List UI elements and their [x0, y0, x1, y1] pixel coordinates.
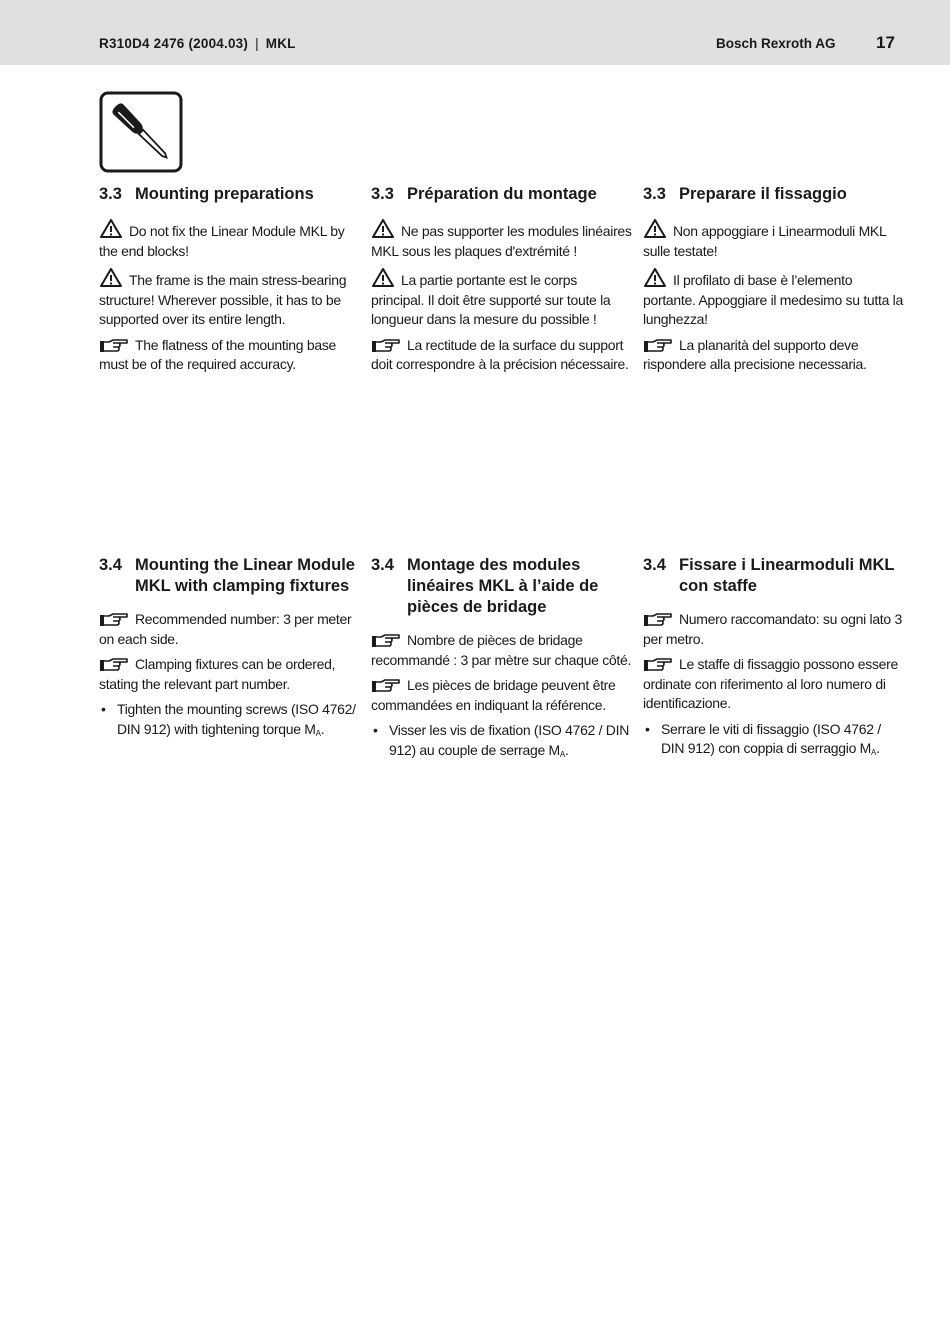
section-heading	[99, 184, 361, 205]
section-title: Préparation du montage	[407, 185, 597, 203]
section-number: 3.4	[643, 556, 666, 574]
note-paragraph	[99, 655, 361, 694]
bullet: •	[101, 701, 106, 717]
section-title: Mounting preparations	[135, 185, 314, 203]
section-3-4-fr	[371, 555, 633, 764]
note-text: Nombre de pièces de bridage recommandé : 3 par mètre sur chaque côté.	[371, 632, 632, 668]
subscript: A	[315, 728, 321, 738]
section-3-3-it	[643, 184, 905, 381]
instruction-text: Visser les vis de fixation (ISO 4762 / DIN 912) au couple de serrage M	[389, 722, 630, 758]
instruction-list	[371, 721, 633, 764]
pointing-hand-icon	[643, 613, 673, 627]
note-paragraph	[99, 610, 361, 649]
page-number: 17	[876, 33, 895, 52]
document-id	[99, 36, 296, 51]
warning-paragraph	[99, 218, 361, 261]
note-text: Le staffe di fissaggio possono essere ordinate con riferimento al loro numero di identificazione.	[643, 656, 899, 711]
section-3-3-en	[99, 184, 361, 381]
note-paragraph	[643, 655, 905, 714]
warning-triangle-icon	[371, 267, 395, 288]
list-item	[371, 721, 633, 764]
period: .	[564, 741, 569, 758]
note-paragraph	[371, 336, 633, 375]
pointing-hand-icon	[371, 339, 401, 353]
note-text: Les pièces de bridage peuvent être commandées en indiquant la référence.	[371, 677, 616, 713]
company-name: Bosch Rexroth AG	[716, 36, 836, 51]
section-3-4-en	[99, 555, 361, 743]
pointing-hand-icon	[643, 658, 673, 672]
pointing-hand-icon	[371, 679, 401, 693]
section-number: 3.3	[99, 185, 122, 203]
instruction-list	[643, 720, 905, 763]
bullet: •	[645, 720, 650, 737]
pointing-hand-icon	[371, 634, 401, 648]
pointing-hand-icon	[99, 339, 129, 353]
period: .	[876, 740, 880, 756]
pointing-hand-icon	[643, 339, 673, 353]
note-text: La rectitude de la surface du support doit correspondre à la précision nécessaire.	[371, 336, 629, 372]
note-paragraph	[99, 336, 361, 375]
warning-paragraph	[99, 267, 361, 330]
period: .	[320, 720, 325, 737]
warning-triangle-icon	[643, 218, 667, 239]
warning-text: La partie portante est le corps principal. Il doit être supporté sur toute la longueur dans la mesure du possible !	[371, 272, 611, 327]
list-item	[643, 720, 905, 763]
section-number: 3.4	[99, 556, 122, 574]
warning-text: Non appoggiare i Linearmoduli MKL sulle testate!	[643, 223, 886, 259]
warning-text: Il profilato di base è l’elemento portante. Appoggiare il medesimo su tutta la lunghezza!	[643, 272, 903, 327]
subscript: A	[559, 749, 565, 759]
warning-paragraph	[371, 218, 633, 261]
instruction-text: Serrare le viti di fissaggio (ISO 4762 / DIN 912) con coppia di serraggio M	[661, 720, 881, 756]
section-heading	[371, 555, 633, 618]
note-text: The flatness of the mounting base must be of the required accuracy.	[99, 336, 337, 372]
subscript: A	[871, 748, 877, 757]
warning-paragraph	[371, 267, 633, 330]
note-paragraph	[371, 631, 633, 670]
note-text: Clamping fixtures can be ordered, stating the relevant part number.	[99, 656, 336, 692]
section-number: 3.4	[371, 556, 394, 574]
section-heading	[643, 555, 905, 597]
section-3-3-fr	[371, 184, 633, 381]
instruction-list	[99, 700, 361, 743]
doc-number: R310D4 2476 (2004.03)	[99, 36, 249, 51]
section-title: Preparare il fissaggio	[679, 185, 847, 203]
header-separator: |	[255, 36, 259, 51]
warning-triangle-icon	[99, 267, 123, 288]
section-title: Fissare i Linearmoduli MKL con staffe	[679, 556, 895, 595]
product-name: MKL	[265, 36, 296, 51]
section-title: Montage des modules linéaires MKL à l’aide de pièces de bridage	[407, 556, 599, 616]
bullet: •	[373, 722, 378, 738]
note-paragraph	[643, 610, 905, 649]
list-item	[99, 700, 361, 743]
note-text: Numero raccomandato: su ogni lato 3 per metro.	[643, 611, 902, 647]
note-text: La planarità del supporto deve rispondere alla precisione necessaria.	[643, 336, 867, 372]
section-heading	[643, 184, 905, 205]
pointing-hand-icon	[99, 613, 129, 627]
note-text: Recommended number: 3 per meter on each side.	[99, 611, 352, 647]
section-number: 3.3	[643, 185, 666, 203]
warning-triangle-icon	[643, 267, 667, 288]
note-paragraph	[371, 676, 633, 715]
screwdriver-icon	[99, 91, 183, 173]
warning-text: Ne pas supporter les modules linéaires MKL sous les plaques d'extrémité !	[371, 223, 632, 259]
page-header	[0, 0, 950, 65]
warning-triangle-icon	[371, 218, 395, 239]
warning-text: Do not fix the Linear Module MKL by the end blocks!	[99, 223, 345, 259]
section-number: 3.3	[371, 185, 394, 203]
warning-text: The frame is the main stress-bearing structure! Wherever possible, it has to be supported over its entire length.	[99, 272, 347, 327]
instruction-text: Tighten the mounting screws (ISO 4762/ DIN 912) with tightening torque M	[117, 701, 356, 737]
note-paragraph	[643, 336, 905, 375]
warning-paragraph	[643, 267, 905, 330]
section-heading	[99, 555, 361, 597]
pointing-hand-icon	[99, 658, 129, 672]
warning-triangle-icon	[99, 218, 123, 239]
section-heading	[371, 184, 633, 205]
warning-paragraph	[643, 218, 905, 261]
section-3-4-it	[643, 555, 905, 763]
section-title: Mounting the Linear Module MKL with clamping fixtures	[135, 556, 355, 595]
